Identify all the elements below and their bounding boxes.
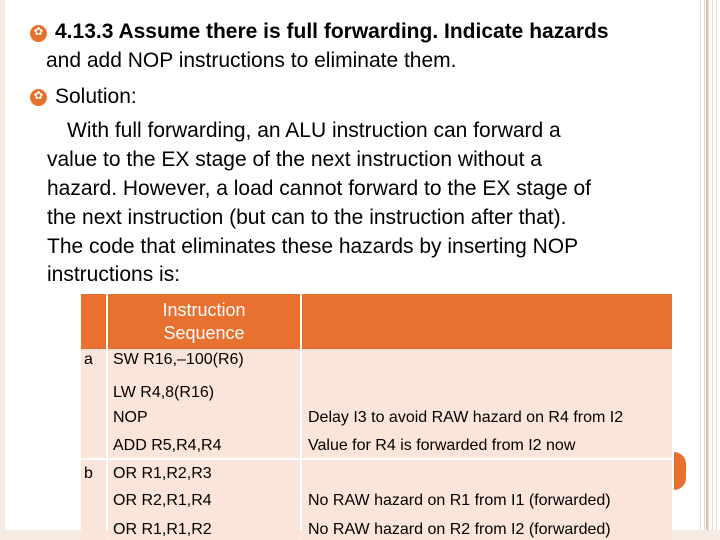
paragraph-line-6: instructions is:	[47, 263, 181, 286]
table-row-label: b	[84, 465, 93, 482]
table-header-comment-cell	[302, 294, 672, 349]
table-row-comment: Value for R4 is forwarded from I2 now	[308, 437, 576, 454]
table-row-instruction: NOP	[113, 409, 148, 426]
table-body-number-column	[81, 349, 106, 540]
bullet-2-line-1: Solution:	[55, 85, 137, 108]
bullet-1-line-1: 4.13.3 Assume there is full forwarding. Indicate hazards	[55, 20, 609, 43]
paragraph-line-1: With full forwarding, an ALU instruction can forward a	[67, 119, 561, 142]
slide-left-border	[0, 0, 5, 540]
slide-right-stripe-border	[700, 0, 720, 540]
paragraph-line-3: hazard. However, a load cannot forward to the EX stage of	[47, 177, 591, 200]
table-row-instruction: SW R16,–100(R6)	[113, 351, 244, 368]
bullet-1-line-2: and add NOP instructions to eliminate them.	[46, 49, 457, 72]
paragraph-line-5: The code that eliminates these hazards by inserting NOP	[47, 235, 579, 258]
gear-icon: ✿	[30, 25, 47, 42]
table-row-instruction: OR R1,R2,R3	[113, 465, 212, 482]
table-row-comment: No RAW hazard on R1 from I1 (forwarded)	[308, 492, 611, 509]
table-row-comment: Delay I3 to avoid RAW hazard on R4 from I2	[308, 409, 624, 426]
gear-icon: ✿	[30, 89, 47, 106]
instruction-table	[76, 290, 672, 540]
table-group-separator	[81, 458, 672, 460]
paragraph-line-4: the next instruction (but can to the instruction after that).	[47, 206, 567, 229]
slide-right-border-line	[706, 0, 708, 540]
table-row-instruction: ADD R5,R4,R4	[113, 437, 222, 454]
table-row-instruction: OR R2,R1,R4	[113, 492, 212, 509]
table-header-line-1: Instruction	[162, 300, 246, 320]
paragraph-line-2: value to the EX stage of the next instruction without a	[47, 148, 542, 171]
table-row-comment: No RAW hazard on R2 from I2 (forwarded)	[308, 521, 611, 538]
table-header-instruction-cell	[108, 294, 300, 349]
table-header-line-2: Sequence	[163, 323, 245, 343]
table-header-number-cell	[81, 294, 106, 349]
table-header-instruction-title	[108, 299, 300, 345]
table-row-instruction: OR R1,R1,R2	[113, 521, 212, 538]
table-row-instruction: LW R4,8(R16)	[113, 384, 215, 401]
table-row-label: a	[84, 351, 93, 368]
slide-accent-tab	[674, 452, 686, 490]
